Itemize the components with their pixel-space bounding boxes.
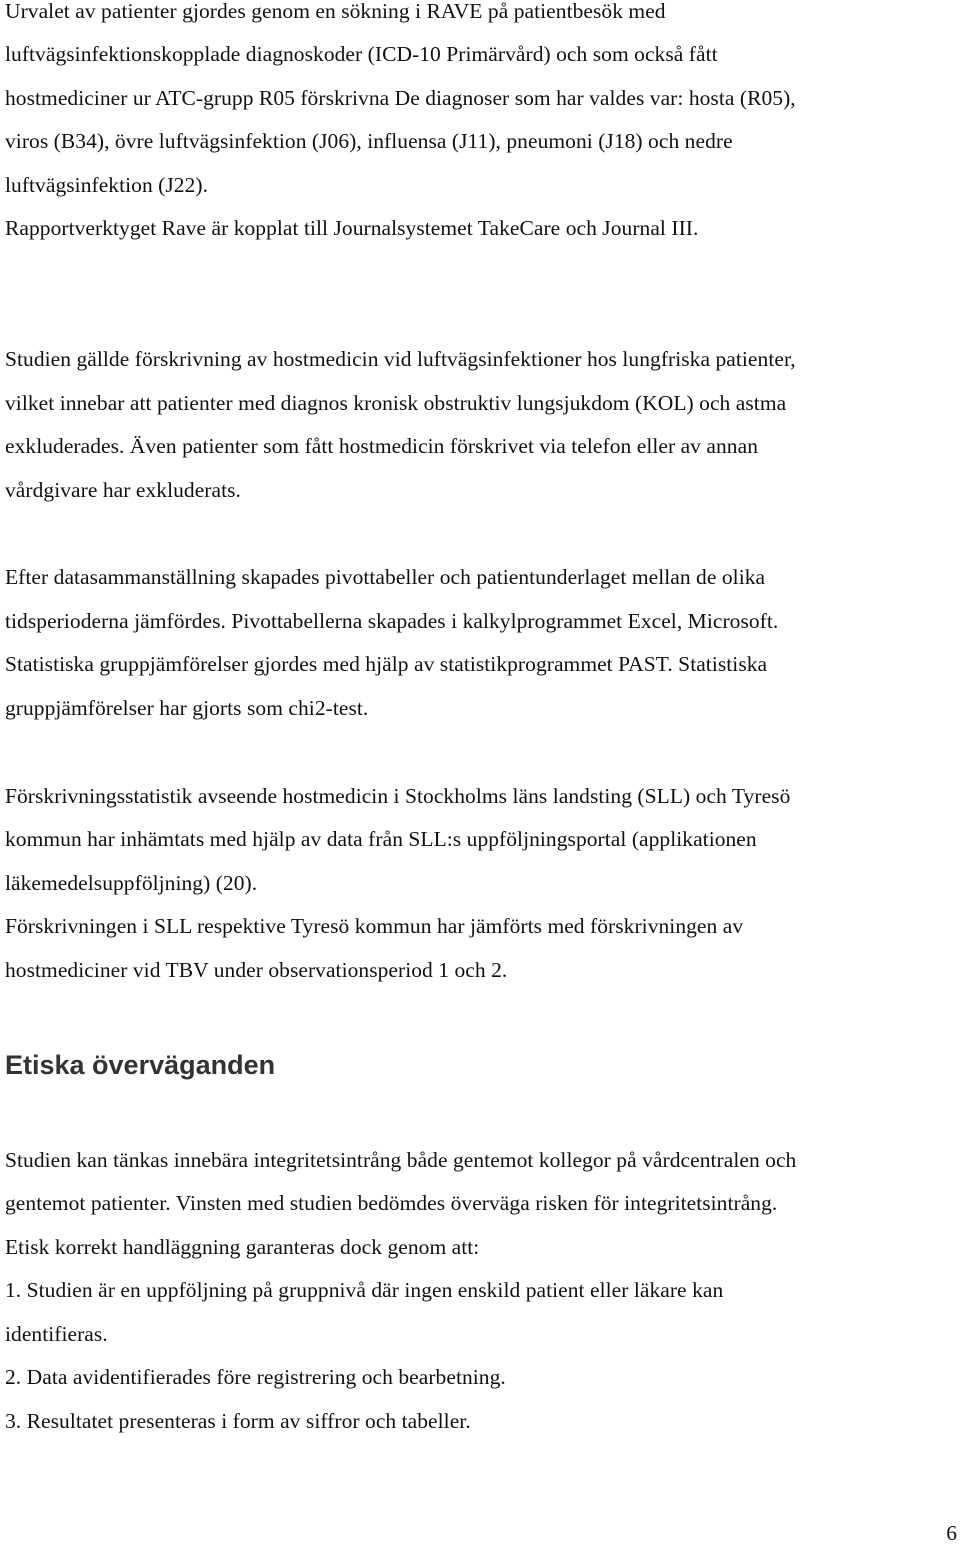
text-line: viros (B34), övre luftvägsinfektion (J06), influensa (J11), pneumoni (J18) och nedre <box>5 129 733 153</box>
text-line: Etisk korrekt handläggning garanteras dock genom att: <box>5 1235 480 1259</box>
text-line: vilket innebar att patienter med diagnos kronisk obstruktiv lungsjukdom (KOL) och astma <box>5 391 787 415</box>
text-line: hostmediciner ur ATC-grupp R05 förskrivna De diagnoser som har valdes var: hosta (R05), <box>5 86 796 110</box>
text-line: hostmediciner vid TBV under observationsperiod 1 och 2. <box>5 958 508 982</box>
text-line: tidsperioderna jämfördes. Pivottabellerna skapades i kalkylprogrammet Excel, Microsoft. <box>5 609 779 633</box>
list-item: 2. Data avidentifierades före registrering och bearbetning. <box>5 1365 506 1389</box>
list-item: 1. Studien är en uppföljning på gruppnivå där ingen enskild patient eller läkare kan <box>5 1278 724 1302</box>
text-line: Studien kan tänkas innebära integritetsintrång både gentemot kollegor på vårdcentralen och <box>5 1148 797 1172</box>
text-line: Efter datasammanställning skapades pivottabeller och patientunderlaget mellan de olika <box>5 565 766 589</box>
list-item: 3. Resultatet presenteras i form av siffror och tabeller. <box>5 1409 471 1433</box>
text-line: luftvägsinfektion (J22). <box>5 173 209 197</box>
text-line: läkemedelsuppföljning) (20). <box>5 871 258 895</box>
text-line: gruppjämförelser har gjorts som chi2-test. <box>5 696 369 720</box>
text-line: Urvalet av patienter gjordes genom en sökning i RAVE på patientbesök med <box>5 0 666 23</box>
text-line: Studien gällde förskrivning av hostmedicin vid luftvägsinfektioner hos lungfriska patienter, <box>5 347 796 371</box>
page-number: 6 <box>946 1521 957 1545</box>
text-line: exkluderades. Även patienter som fått hostmedicin förskrivet via telefon eller av annan <box>5 434 758 458</box>
text-line: Förskrivningen i SLL respektive Tyresö kommun har jämförts med förskrivningen av <box>5 914 744 938</box>
text-line: vårdgivare har exkluderats. <box>5 478 241 502</box>
text-line: gentemot patienter. Vinsten med studien bedömdes överväga risken för integritetsintrång. <box>5 1191 778 1215</box>
text-line: Förskrivningsstatistik avseende hostmedicin i Stockholms läns landsting (SLL) och Tyresö <box>5 784 791 808</box>
text-line: Statistiska gruppjämförelser gjordes med hjälp av statistikprogrammet PAST. Statistiska <box>5 652 768 676</box>
section-heading: Etiska överväganden <box>5 1050 276 1080</box>
text-line: Rapportverktyget Rave är kopplat till Journalsystemet TakeCare och Journal III. <box>5 216 699 240</box>
text-line: luftvägsinfektionskopplade diagnoskoder (ICD-10 Primärvård) och som också fått <box>5 42 718 66</box>
text-line: kommun har inhämtats med hjälp av data från SLL:s uppföljningsportal (applikationen <box>5 827 757 851</box>
text-line: identifieras. <box>5 1322 108 1346</box>
